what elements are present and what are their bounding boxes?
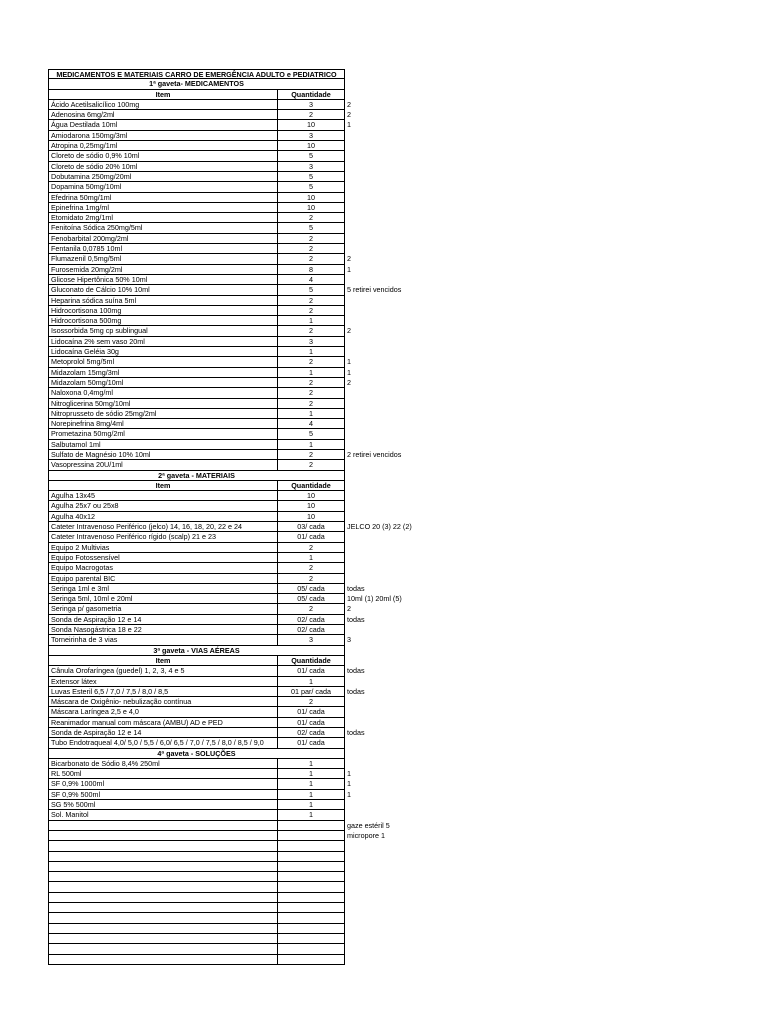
column-header-item: Item — [48, 90, 277, 100]
quantity-cell: 2 — [277, 388, 345, 398]
item-cell: Torneirinha de 3 vias — [48, 635, 277, 645]
section-title: 4ª gaveta - SOLUÇÕES — [48, 749, 345, 759]
note-cell: 2 — [347, 604, 351, 614]
table-row — [48, 563, 345, 573]
quantity-cell: 05/ cada — [277, 584, 345, 594]
item-cell: Furosemida 20mg/2ml — [48, 265, 277, 275]
item-cell — [48, 944, 277, 954]
item-cell: Heparina sódica suína 5ml — [48, 296, 277, 306]
section-header — [48, 471, 345, 481]
item-cell: Agulha 40x12 — [48, 512, 277, 522]
table-row — [48, 532, 345, 542]
table-row — [48, 440, 345, 450]
column-header-row — [48, 481, 345, 491]
table-row — [48, 244, 345, 254]
quantity-cell: 1 — [277, 810, 345, 820]
item-cell: Reanimador manual com máscara (AMBU) AD e PED — [48, 718, 277, 728]
table-row — [48, 789, 351, 800]
item-cell: Efedrina 50mg/1ml — [48, 193, 277, 203]
table-row — [48, 512, 345, 522]
table-row — [48, 841, 345, 851]
note-cell: JELCO 20 (3) 22 (2) — [347, 522, 412, 532]
quantity-cell: 1 — [277, 553, 345, 563]
quantity-cell — [277, 862, 345, 872]
quantity-cell: 1 — [277, 409, 345, 419]
item-cell: Bicarbonato de Sódio 8,4% 250ml — [48, 759, 277, 769]
table-row — [48, 367, 351, 378]
table-row — [48, 718, 345, 728]
quantity-cell: 01/ cada — [277, 738, 345, 748]
quantity-cell — [277, 913, 345, 923]
table-row — [48, 234, 345, 244]
item-cell: Dobutamina 250mg/20ml — [48, 172, 277, 182]
table-row — [48, 213, 345, 223]
quantity-cell: 2 — [277, 574, 345, 584]
quantity-cell — [277, 944, 345, 954]
section-title: 1ª gaveta- MEDICAMENTOS — [48, 79, 345, 89]
quantity-cell: 1 — [277, 368, 345, 378]
sheet-title-row — [48, 69, 345, 79]
table-row — [48, 131, 345, 141]
item-cell: Equipo Macrogotas — [48, 563, 277, 573]
note-cell: gaze estéril 5 — [347, 820, 390, 830]
table-row — [48, 337, 345, 347]
table-row — [48, 543, 345, 553]
quantity-cell: 1 — [277, 769, 345, 779]
item-cell: Naloxona 0,4mg/ml — [48, 388, 277, 398]
section-title: 3ª gaveta - VIAS AÉREAS — [48, 646, 345, 656]
item-cell: RL 500ml — [48, 769, 277, 779]
note-cell: 1 — [347, 367, 351, 377]
item-cell: Cloreto de sódio 20% 10ml — [48, 162, 277, 172]
table-row — [48, 522, 412, 532]
item-cell: Amiodarona 150mg/3ml — [48, 131, 277, 141]
item-cell: Sonda Nasogástrica 18 e 22 — [48, 625, 277, 635]
section-header — [48, 749, 345, 759]
table-row — [48, 738, 345, 748]
quantity-cell: 02/ cada — [277, 625, 345, 635]
quantity-cell — [277, 872, 345, 882]
table-row — [48, 872, 345, 882]
item-cell: Adenosina 6mg/2ml — [48, 110, 277, 120]
quantity-cell: 2 — [277, 213, 345, 223]
quantity-cell: 2 — [277, 450, 345, 460]
item-cell: Tubo Endotraqueal 4,0/ 5,0 / 5,5 / 6,0/ 6,5 / 7,0 / 7,5 / 8,0 / 8,5 / 9,0 — [48, 738, 277, 748]
section-header — [48, 646, 345, 656]
note-cell: 1 — [347, 779, 351, 789]
quantity-cell: 02/ cada — [277, 728, 345, 738]
inventory-sheet — [48, 69, 412, 965]
table-row — [48, 419, 345, 429]
table-row — [48, 830, 385, 841]
table-row — [48, 254, 351, 264]
table-row — [48, 707, 345, 717]
table-row — [48, 316, 345, 326]
table-row — [48, 501, 345, 511]
quantity-cell: 10 — [277, 141, 345, 151]
quantity-cell: 1 — [277, 316, 345, 326]
quantity-cell: 10 — [277, 512, 345, 522]
item-cell: Nitroprusseto de sódio 25mg/2ml — [48, 409, 277, 419]
item-cell: Cateter Intravenoso Periférico rígido (scalp) 21 e 23 — [48, 532, 277, 542]
section-header — [48, 79, 345, 89]
note-cell: 2 — [347, 254, 351, 264]
item-cell: Isossorbida 5mg cp sublingual — [48, 326, 277, 336]
quantity-cell: 01 par/ cada — [277, 687, 345, 697]
item-cell: Ácido Acetilsalicílico 100mg — [48, 100, 277, 110]
table-row — [48, 409, 345, 419]
item-cell: Seringa 5ml, 10ml e 20ml — [48, 594, 277, 604]
note-cell: 2 — [347, 377, 351, 387]
table-row — [48, 460, 345, 470]
column-header-item: Item — [48, 481, 277, 491]
note-cell: 2 — [347, 99, 351, 109]
quantity-cell: 5 — [277, 182, 345, 192]
table-row — [48, 347, 345, 357]
table-row — [48, 779, 351, 789]
quantity-cell — [277, 821, 345, 831]
table-row — [48, 820, 390, 831]
table-row — [48, 162, 345, 172]
sections-container — [48, 79, 412, 965]
item-cell: Extensor látex — [48, 677, 277, 687]
item-cell: SG 5% 500ml — [48, 800, 277, 810]
item-cell — [48, 955, 277, 965]
item-cell: Equipo Fotossensível — [48, 553, 277, 563]
quantity-cell: 5 — [277, 172, 345, 182]
table-row — [48, 697, 345, 707]
item-cell — [48, 821, 277, 831]
table-row — [48, 614, 365, 625]
item-cell: Norepinefrina 8mg/4ml — [48, 419, 277, 429]
quantity-cell: 10 — [277, 193, 345, 203]
item-cell — [48, 862, 277, 872]
table-row — [48, 913, 345, 923]
quantity-cell: 3 — [277, 635, 345, 645]
quantity-cell: 10 — [277, 501, 345, 511]
item-cell: Seringa p/ gasometria — [48, 604, 277, 614]
item-cell: Cânula Orofaríngea (guedel) 1, 2, 3, 4 e 5 — [48, 666, 277, 676]
table-row — [48, 686, 365, 697]
quantity-cell: 2 — [277, 357, 345, 367]
note-cell: todas — [347, 728, 365, 737]
table-row — [48, 120, 351, 130]
quantity-cell: 2 — [277, 254, 345, 264]
item-cell: Agulha 13x45 — [48, 491, 277, 501]
item-cell: Prometazina 50mg/2ml — [48, 429, 277, 439]
quantity-cell — [277, 831, 345, 841]
column-header-quantity: Quantidade — [277, 481, 345, 491]
note-cell: 2 retirei vencidos — [347, 449, 402, 459]
table-row — [48, 203, 345, 213]
table-row — [48, 769, 351, 779]
quantity-cell: 2 — [277, 543, 345, 553]
quantity-cell: 1 — [277, 347, 345, 357]
quantity-cell: 1 — [277, 779, 345, 789]
item-cell: Vasopressina 20U/1ml — [48, 460, 277, 470]
quantity-cell: 1 — [277, 677, 345, 687]
quantity-cell: 01/ cada — [277, 707, 345, 717]
quantity-cell — [277, 852, 345, 862]
table-row — [48, 151, 345, 161]
item-cell: Dopamina 50mg/10ml — [48, 182, 277, 192]
item-cell — [48, 903, 277, 913]
item-cell — [48, 852, 277, 862]
item-cell: Máscara Laríngea 2,5 e 4,0 — [48, 707, 277, 717]
item-cell: Glicose Hipertônica 50% 10ml — [48, 275, 277, 285]
quantity-cell: 5 — [277, 429, 345, 439]
item-cell: Seringa 1ml e 3ml — [48, 584, 277, 594]
quantity-cell: 01/ cada — [277, 718, 345, 728]
quantity-cell: 2 — [277, 296, 345, 306]
quantity-cell: 2 — [277, 234, 345, 244]
item-cell: Fenitoína Sódica 250mg/5ml — [48, 223, 277, 233]
item-cell — [48, 841, 277, 851]
table-row — [48, 553, 345, 563]
table-row — [48, 903, 345, 913]
column-header-row — [48, 90, 345, 100]
note-cell: micropore 1 — [347, 830, 385, 840]
table-row — [48, 110, 351, 120]
table-row — [48, 852, 345, 862]
note-cell: 1 — [347, 769, 351, 779]
item-cell: Nitroglicerina 50mg/10ml — [48, 399, 277, 409]
table-row — [48, 882, 345, 892]
item-cell: Metoprolol 5mg/5ml — [48, 357, 277, 367]
quantity-cell — [277, 893, 345, 903]
column-header-quantity: Quantidade — [277, 90, 345, 100]
item-cell: Flumazenil 0,5mg/5ml — [48, 254, 277, 264]
quantity-cell: 05/ cada — [277, 594, 345, 604]
table-row — [48, 862, 345, 872]
note-cell: todas — [347, 686, 365, 696]
item-cell: Luvas Esteril 6,5 / 7,0 / 7,5 / 8,0 / 8,5 — [48, 687, 277, 697]
note-cell: 2 — [347, 326, 351, 336]
item-cell: Gluconato de Cálcio 10% 10ml — [48, 285, 277, 295]
table-row — [48, 449, 402, 460]
quantity-cell: 2 — [277, 399, 345, 409]
quantity-cell: 10 — [277, 203, 345, 213]
note-cell: 1 — [347, 357, 351, 367]
table-row — [48, 172, 345, 182]
table-row — [48, 491, 345, 501]
table-row — [48, 810, 345, 820]
table-row — [48, 800, 345, 810]
item-cell: Sol. Manitol — [48, 810, 277, 820]
item-cell: Midazolam 50mg/10ml — [48, 378, 277, 388]
note-cell: 1 — [347, 264, 351, 274]
item-cell: Hidrocortisona 500mg — [48, 316, 277, 326]
item-cell: Água Destilada 10ml — [48, 120, 277, 130]
quantity-cell: 5 — [277, 151, 345, 161]
quantity-cell: 5 — [277, 223, 345, 233]
item-cell — [48, 872, 277, 882]
note-cell: 1 — [347, 120, 351, 130]
item-cell: Agulha 25x7 ou 25x8 — [48, 501, 277, 511]
quantity-cell: 4 — [277, 275, 345, 285]
quantity-cell: 1 — [277, 800, 345, 810]
quantity-cell: 8 — [277, 265, 345, 275]
table-row — [48, 223, 345, 233]
quantity-cell: 2 — [277, 563, 345, 573]
quantity-cell: 2 — [277, 697, 345, 707]
quantity-cell: 2 — [277, 306, 345, 316]
table-row — [48, 944, 345, 954]
table-row — [48, 264, 351, 275]
quantity-cell: 02/ cada — [277, 615, 345, 625]
quantity-cell: 2 — [277, 604, 345, 614]
item-cell: Cateter Intravenoso Periférico (jelco) 14, 16, 18, 20, 22 e 24 — [48, 522, 277, 532]
quantity-cell: 2 — [277, 244, 345, 254]
item-cell: Lidocaína Geléia 30g — [48, 347, 277, 357]
quantity-cell: 3 — [277, 337, 345, 347]
table-row — [48, 924, 345, 934]
quantity-cell: 4 — [277, 419, 345, 429]
item-cell: SF 0,9% 500ml — [48, 790, 277, 800]
table-row — [48, 285, 402, 295]
item-cell — [48, 924, 277, 934]
table-row — [48, 635, 351, 645]
item-cell: Atropina 0,25mg/1ml — [48, 141, 277, 151]
note-cell: 10ml (1) 20ml (5) — [347, 594, 402, 604]
item-cell: Hidrocortisona 100mg — [48, 306, 277, 316]
section-title: 2ª gaveta - MATERIAIS — [48, 471, 345, 481]
quantity-cell: 3 — [277, 162, 345, 172]
quantity-cell: 2 — [277, 460, 345, 470]
column-header-row — [48, 656, 345, 666]
column-header-quantity: Quantidade — [277, 656, 345, 666]
quantity-cell — [277, 903, 345, 913]
table-row — [48, 99, 351, 110]
table-row — [48, 377, 351, 388]
quantity-cell — [277, 955, 345, 965]
table-row — [48, 141, 345, 151]
table-row — [48, 429, 345, 439]
item-cell: Cloreto de sódio 0,9% 10ml — [48, 151, 277, 161]
item-cell: Máscara de Oxigênio- nebulização contínua — [48, 697, 277, 707]
table-row — [48, 759, 345, 769]
quantity-cell: 2 — [277, 110, 345, 120]
quantity-cell: 1 — [277, 440, 345, 450]
note-cell: 5 retirei vencidos — [347, 285, 402, 295]
sheet-title: MEDICAMENTOS E MATERIAIS CARRO DE EMERGÊNCIA ADULTO e PEDIATRICO — [48, 69, 345, 79]
item-cell — [48, 913, 277, 923]
item-cell: Fenobarbital 200mg/2ml — [48, 234, 277, 244]
table-row — [48, 296, 345, 306]
quantity-cell: 5 — [277, 285, 345, 295]
table-row — [48, 306, 345, 316]
table-row — [48, 728, 365, 738]
table-row — [48, 594, 402, 604]
item-cell — [48, 831, 277, 841]
column-header-item: Item — [48, 656, 277, 666]
note-cell: todas — [347, 614, 365, 624]
quantity-cell: 2 — [277, 378, 345, 388]
item-cell: Sonda de Aspiração 12 e 14 — [48, 728, 277, 738]
note-cell: 3 — [347, 635, 351, 645]
item-cell: Sulfato de Magnésio 10% 10ml — [48, 450, 277, 460]
table-row — [48, 625, 345, 635]
quantity-cell: 1 — [277, 759, 345, 769]
table-row — [48, 193, 345, 203]
quantity-cell: 10 — [277, 491, 345, 501]
note-cell: todas — [347, 666, 365, 676]
quantity-cell — [277, 924, 345, 934]
table-row — [48, 357, 351, 367]
item-cell: Etomidato 2mg/1ml — [48, 213, 277, 223]
quantity-cell — [277, 934, 345, 944]
quantity-cell — [277, 841, 345, 851]
table-row — [48, 583, 365, 594]
item-cell: SF 0,9% 1000ml — [48, 779, 277, 789]
item-cell: Epinefrina 1mg/ml — [48, 203, 277, 213]
table-row — [48, 388, 345, 398]
item-cell: Salbutamol 1ml — [48, 440, 277, 450]
quantity-cell: 01/ cada — [277, 666, 345, 676]
table-row — [48, 574, 345, 584]
note-cell: 2 — [347, 110, 351, 120]
table-row — [48, 275, 345, 285]
item-cell — [48, 893, 277, 903]
table-row — [48, 934, 345, 944]
quantity-cell: 3 — [277, 131, 345, 141]
item-cell: Sonda de Aspiração 12 e 14 — [48, 615, 277, 625]
quantity-cell: 3 — [277, 100, 345, 110]
table-row — [48, 677, 345, 687]
table-row — [48, 955, 345, 965]
quantity-cell: 1 — [277, 790, 345, 800]
table-row — [48, 326, 351, 336]
item-cell: Fentanila 0,0785 10ml — [48, 244, 277, 254]
table-row — [48, 893, 345, 903]
quantity-cell — [277, 882, 345, 892]
note-cell: 1 — [347, 789, 351, 799]
quantity-cell: 2 — [277, 326, 345, 336]
item-cell: Equipo 2 Multivias — [48, 543, 277, 553]
item-cell: Midazolam 15mg/3ml — [48, 368, 277, 378]
quantity-cell: 01/ cada — [277, 532, 345, 542]
note-cell: todas — [347, 583, 365, 593]
table-row — [48, 604, 351, 614]
item-cell — [48, 882, 277, 892]
table-row — [48, 182, 345, 192]
item-cell: Equipo parental BIC — [48, 574, 277, 584]
item-cell: Lidocaína 2% sem vaso 20ml — [48, 337, 277, 347]
quantity-cell: 03/ cada — [277, 522, 345, 532]
table-row — [48, 666, 365, 676]
quantity-cell: 10 — [277, 120, 345, 130]
item-cell — [48, 934, 277, 944]
table-row — [48, 399, 345, 409]
